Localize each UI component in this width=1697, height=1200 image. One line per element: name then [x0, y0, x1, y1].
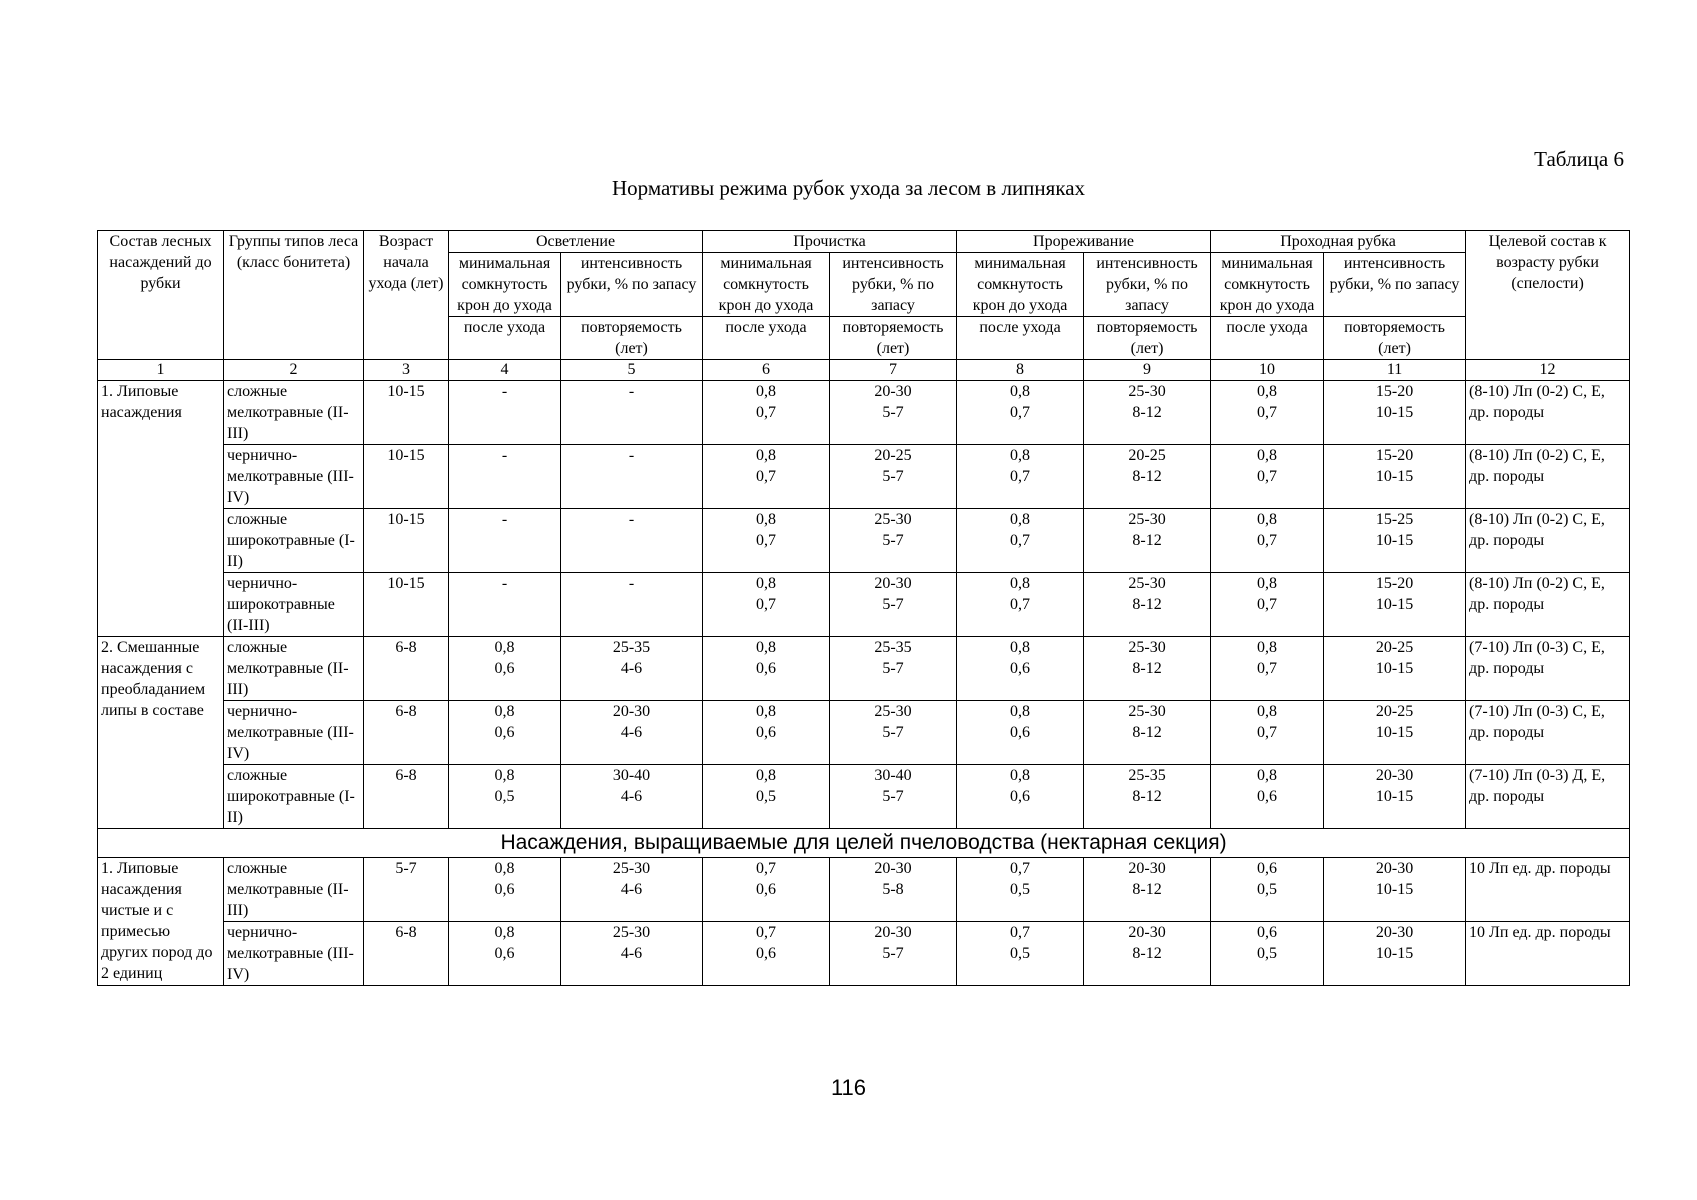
cell-value: 0,8 0,7	[703, 573, 830, 637]
header-intensity: интенсивность рубки, % по запасу	[561, 253, 703, 317]
cell-forest-type: сложные мелкотравные (II-III)	[224, 858, 364, 922]
cell-value: 0,6 0,5	[1211, 922, 1324, 986]
column-number: 7	[830, 360, 957, 381]
cell-target-composition: (8-10) Лп (0-2) С, Е, др. породы	[1466, 509, 1630, 573]
cell-value: 25-30 8-12	[1084, 701, 1211, 765]
table-body	[98, 231, 1630, 986]
column-number: 6	[703, 360, 830, 381]
cell-value: 30-40 5-7	[830, 765, 957, 829]
section-header-row	[98, 829, 1630, 858]
cell-value: -	[561, 573, 703, 637]
header-intensity: интенсивность рубки, % по запасу	[1324, 253, 1466, 317]
column-number-row	[98, 360, 1630, 381]
column-number: 9	[1084, 360, 1211, 381]
header-after-care: после ухода	[1211, 317, 1324, 360]
header-start-age: Возраст начала ухода (лет)	[364, 231, 449, 360]
cell-value: 15-20 10-15	[1324, 381, 1466, 445]
cell-value: 0,8 0,7	[957, 381, 1084, 445]
cell-value: 25-30 4-6	[561, 858, 703, 922]
cell-value: 0,8 0,6	[449, 858, 561, 922]
cell-value: 25-30 8-12	[1084, 509, 1211, 573]
header-group-osvetlenie: Осветление	[449, 231, 703, 253]
table-row	[98, 381, 1630, 445]
cell-value: 0,8 0,7	[1211, 445, 1324, 509]
cell-value: 0,8 0,7	[957, 445, 1084, 509]
cell-forest-type: сложные широкотравные (I-II)	[224, 765, 364, 829]
table-row	[98, 509, 1630, 573]
cell-target-composition: 10 Лп ед. др. породы	[1466, 858, 1630, 922]
cell-value: 0,7 0,6	[703, 858, 830, 922]
cell-forest-type: чернично-мелкотравные (III-IV)	[224, 445, 364, 509]
header-target-composition: Целевой состав к возрасту рубки (спелости)	[1466, 231, 1630, 360]
cell-target-composition: (8-10) Лп (0-2) С, Е, др. породы	[1466, 573, 1630, 637]
cell-value: 0,8 0,7	[1211, 637, 1324, 701]
cell-value: 0,8 0,7	[703, 509, 830, 573]
cell-target-composition: (7-10) Лп (0-3) С, Е, др. породы	[1466, 701, 1630, 765]
cell-value: 0,8 0,6	[449, 701, 561, 765]
cell-value: 20-25 10-15	[1324, 701, 1466, 765]
column-number: 4	[449, 360, 561, 381]
cell-value: 15-20 10-15	[1324, 445, 1466, 509]
header-group-prorezhivanie: Прореживание	[957, 231, 1211, 253]
cell-value: 25-30 8-12	[1084, 637, 1211, 701]
cell-target-composition: (8-10) Лп (0-2) С, Е, др. породы	[1466, 381, 1630, 445]
cell-forest-type: сложные мелкотравные (II-III)	[224, 637, 364, 701]
table-row	[98, 922, 1630, 986]
header-group-prokhodnaya: Проходная рубка	[1211, 231, 1466, 253]
cell-start-age: 6-8	[364, 765, 449, 829]
cell-start-age: 6-8	[364, 701, 449, 765]
cell-value: 20-30 8-12	[1084, 858, 1211, 922]
column-number: 2	[224, 360, 364, 381]
cell-start-age: 5-7	[364, 858, 449, 922]
table-row	[98, 858, 1630, 922]
cell-value: 0,8 0,6	[449, 637, 561, 701]
column-number: 8	[957, 360, 1084, 381]
header-min-density: минимальная сомкнутость крон до ухода	[449, 253, 561, 317]
page-number: 116	[830, 1075, 867, 1100]
cell-start-age: 6-8	[364, 922, 449, 986]
cell-value: 0,8 0,6	[449, 922, 561, 986]
cell-value: -	[561, 381, 703, 445]
header-forest-type-groups: Группы типов леса (класс бонитета)	[224, 231, 364, 360]
column-number: 11	[1324, 360, 1466, 381]
header-intensity: интенсивность рубки, % по запасу	[830, 253, 957, 317]
cell-start-age: 10-15	[364, 381, 449, 445]
cell-value: 20-30 5-8	[830, 858, 957, 922]
header-min-density: минимальная сомкнутость крон до ухода	[957, 253, 1084, 317]
cell-value: 15-20 10-15	[1324, 573, 1466, 637]
header-after-care: после ухода	[449, 317, 561, 360]
page-title: Нормативы режима рубок ухода за лесом в липняках	[611, 176, 1086, 200]
cell-value: 25-30 5-7	[830, 701, 957, 765]
cell-value: 0,8 0,7	[957, 573, 1084, 637]
cell-forest-type: чернично-мелкотравные (III-IV)	[224, 701, 364, 765]
table-row	[98, 573, 1630, 637]
cell-value: 0,7 0,5	[957, 922, 1084, 986]
cell-value: 0,8 0,7	[703, 381, 830, 445]
cell-value: 20-30 4-6	[561, 701, 703, 765]
cell-forest-type: сложные мелкотравные (II-III)	[224, 381, 364, 445]
cell-target-composition: (8-10) Лп (0-2) С, Е, др. породы	[1466, 445, 1630, 509]
cell-target-composition: 10 Лп ед. др. породы	[1466, 922, 1630, 986]
cell-value: 20-30 10-15	[1324, 922, 1466, 986]
column-number: 12	[1466, 360, 1630, 381]
cell-composition: 1. Липовые насаждения чистые и с примесью других пород до 2 единиц	[98, 858, 224, 986]
cell-value: 20-30 10-15	[1324, 858, 1466, 922]
section-title: Насаждения, выращиваемые для целей пчеловодства (нектарная секция)	[98, 829, 1630, 858]
table-label: Таблица 6	[1534, 147, 1624, 171]
cell-value: 25-35 8-12	[1084, 765, 1211, 829]
cell-value: 0,8 0,7	[1211, 381, 1324, 445]
cell-value: 30-40 4-6	[561, 765, 703, 829]
table-row	[98, 637, 1630, 701]
cell-value: 20-25 10-15	[1324, 637, 1466, 701]
cell-target-composition: (7-10) Лп (0-3) Д, Е, др. породы	[1466, 765, 1630, 829]
cell-value: -	[449, 381, 561, 445]
cell-value: 0,8 0,6	[703, 701, 830, 765]
cell-value: 0,8 0,5	[449, 765, 561, 829]
column-number: 3	[364, 360, 449, 381]
column-number: 10	[1211, 360, 1324, 381]
table-row	[98, 765, 1630, 829]
header-intensity: интенсивность рубки, % по запасу	[1084, 253, 1211, 317]
cell-start-age: 10-15	[364, 573, 449, 637]
cell-value: -	[561, 445, 703, 509]
cell-value: 25-30 4-6	[561, 922, 703, 986]
cell-value: -	[449, 509, 561, 573]
column-number: 1	[98, 360, 224, 381]
cell-value: 15-25 10-15	[1324, 509, 1466, 573]
cell-value: -	[561, 509, 703, 573]
cell-start-age: 6-8	[364, 637, 449, 701]
header-composition: Состав лесных насаждений до рубки	[98, 231, 224, 360]
header-after-care: после ухода	[957, 317, 1084, 360]
cell-value: 25-30 8-12	[1084, 381, 1211, 445]
norms-table	[97, 230, 1630, 986]
cell-composition: 2. Смешанные насаждения с преобладанием липы в составе	[98, 637, 224, 829]
cell-value: 0,8 0,6	[703, 637, 830, 701]
table-row	[98, 445, 1630, 509]
header-repeat: повторяемость (лет)	[1084, 317, 1211, 360]
cell-value: 0,7 0,6	[703, 922, 830, 986]
header-repeat: повторяемость (лет)	[830, 317, 957, 360]
cell-value: 0,8 0,7	[1211, 509, 1324, 573]
header-min-density: минимальная сомкнутость крон до ухода	[703, 253, 830, 317]
cell-value: 25-30 8-12	[1084, 573, 1211, 637]
cell-value: 20-25 5-7	[830, 445, 957, 509]
cell-value: 25-35 5-7	[830, 637, 957, 701]
header-group-prochistka: Прочистка	[703, 231, 957, 253]
cell-value: 0,8 0,6	[1211, 765, 1324, 829]
cell-value: 0,8 0,6	[957, 701, 1084, 765]
cell-start-age: 10-15	[364, 509, 449, 573]
cell-value: 20-30 5-7	[830, 381, 957, 445]
cell-value: 20-30 10-15	[1324, 765, 1466, 829]
cell-start-age: 10-15	[364, 445, 449, 509]
table-row	[98, 701, 1630, 765]
cell-value: 20-30 5-7	[830, 573, 957, 637]
cell-value: 25-30 5-7	[830, 509, 957, 573]
cell-value: 25-35 4-6	[561, 637, 703, 701]
cell-value: 0,6 0,5	[1211, 858, 1324, 922]
cell-value: 0,8 0,7	[1211, 701, 1324, 765]
cell-value: -	[449, 445, 561, 509]
header-min-density: минимальная сомкнутость крон до ухода	[1211, 253, 1324, 317]
header-row-groups	[98, 231, 1630, 253]
cell-value: 0,7 0,5	[957, 858, 1084, 922]
cell-forest-type: чернично-мелкотравные (III-IV)	[224, 922, 364, 986]
cell-value: 0,8 0,7	[703, 445, 830, 509]
cell-value: 0,8 0,5	[703, 765, 830, 829]
cell-composition: 1. Липовые насаждения	[98, 381, 224, 637]
column-number: 5	[561, 360, 703, 381]
cell-value: 0,8 0,6	[957, 637, 1084, 701]
cell-value: -	[449, 573, 561, 637]
cell-value: 20-30 5-7	[830, 922, 957, 986]
cell-forest-type: чернично-широкотравные (II-III)	[224, 573, 364, 637]
header-repeat: повторяемость (лет)	[561, 317, 703, 360]
cell-value: 0,8 0,6	[957, 765, 1084, 829]
cell-value: 20-30 8-12	[1084, 922, 1211, 986]
header-repeat: повторяемость (лет)	[1324, 317, 1466, 360]
cell-value: 20-25 8-12	[1084, 445, 1211, 509]
header-after-care: после ухода	[703, 317, 830, 360]
cell-value: 0,8 0,7	[1211, 573, 1324, 637]
cell-forest-type: сложные широкотравные (I-II)	[224, 509, 364, 573]
cell-target-composition: (7-10) Лп (0-3) С, Е, др. породы	[1466, 637, 1630, 701]
cell-value: 0,8 0,7	[957, 509, 1084, 573]
